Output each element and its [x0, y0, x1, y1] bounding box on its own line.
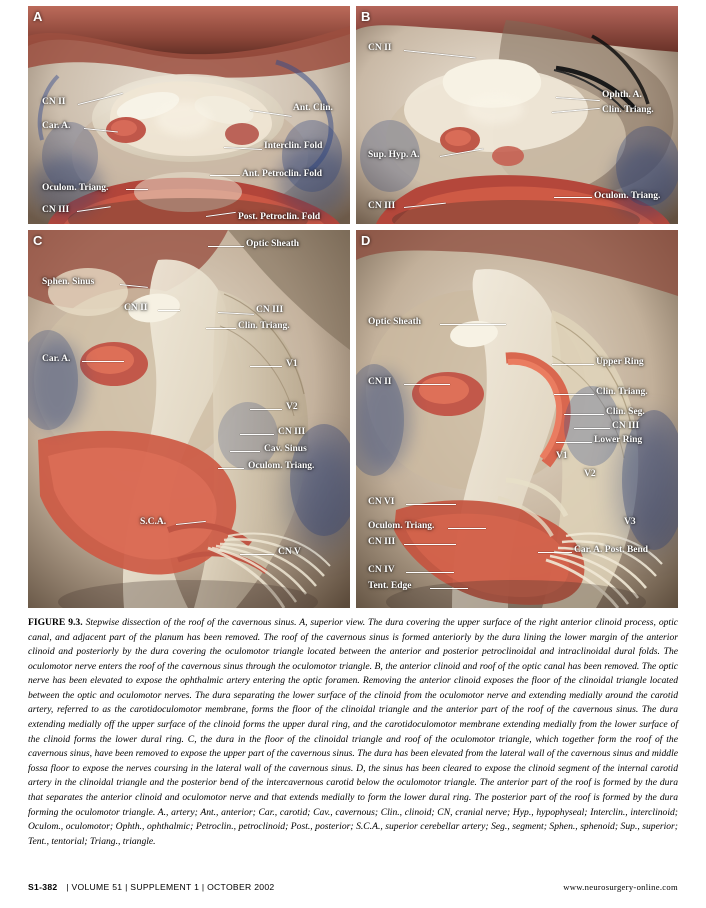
leader-line: [230, 451, 260, 452]
label-interclin-fold: Interclin. Fold: [264, 141, 323, 151]
label-clin-triang: Clin. Triang.: [596, 387, 648, 397]
figure-panel-d: [356, 230, 678, 608]
label-v3: V3: [624, 517, 636, 527]
leader-line: [554, 197, 592, 198]
footer-website: www.neurosurgery-online.com: [563, 882, 678, 892]
label-cn-iii: CN III: [256, 305, 284, 315]
figure-caption-text: Stepwise dissection of the roof of the cavernous sinus. A, superior view. The dura covering the upper surface of the right anterior clinoid process, optic canal, and adjacent part of the planum has been removed. The roof of the cavernous sinus is formed anteriorly by the dura lining the lower margin of the anterior clinoid and posteriorly by the dura covering the oculomotor triangle located between the anterior and posterior petroclinoidal and intraclinoidal dural folds. The oculomotor nerve enters the roof of the cavernous sinus through the oculomotor triangle. B, the anterior clinoid and roof of the optic canal has been removed. The optic nerve has been elevated to expose the ophthalmic artery entering the optic foramen. Removing the anterior clinoid exposes the floor of the clinoidal triangle located between the optic and oculomotor nerves. The dura separating the lower surface of the clinoid from the oculomotor nerve and extending medially around the carotid artery, referred to as the carotidoculomotor membrane, forms the floor of the clinoidal triangle and the anterior part of the roof of the cavernous sinus. The dura extending medially off the upper surface of the clinoid forms the upper dural ring, and the carotidoculomotor membrane extending medially from the lower surface of the clinoid forms the lower dural ring. C, the dura in the floor of the clinoidal triangle and roof of the oculomotor triangle, which together form the roof of the cavernous sinus, have been removed to expose the upper part of the cavernous sinus. The dura has been elevated from the lateral wall of the cavernous sinus and middle fossa floor to expose the nerves coursing in the lateral wall of the cavernous sinus. D, the sinus has been cleared to expose the clinoid segment of the internal carotid artery in the clinoidal triangle and the posterior bend of the intercavernous carotid below the oculomotor triangle. The anterior part of the roof is formed by the dura that separates the anterior clinoid and oculomotor nerve and that extends medially to form the lower dural ring. The posterior part of the roof is formed by the dura forming the oculomotor triangle. A., artery; Ant., anterior; Car., carotid; Cav., cavernous; Clin., clinoid; CN, cranial nerve; Hyp., hypophyseal; Interclin., interclinoid; Oculom., oculomotor; Ophth., ophthalmic; Petroclin., petroclinoid; Post., posterior; S.C.A., superior cerebellar artery; Seg., segment; Sphen., sphenoid; Sup., superior; Tent., tentorial; Triang., triangle.: [28, 617, 679, 847]
leader-line: [158, 310, 180, 311]
page-footer: [28, 882, 678, 892]
leader-line: [574, 428, 610, 429]
leader-line: [406, 572, 454, 573]
label-lower-ring: Lower Ring: [594, 435, 643, 445]
label-clin-triang: Clin. Triang.: [602, 105, 654, 115]
label-v2: V2: [286, 402, 298, 412]
figure-caption-number: FIGURE 9.3.: [28, 617, 83, 628]
label-sca: S.C.A.: [140, 517, 167, 527]
figure-grid: [28, 6, 678, 608]
leader-line: [440, 324, 506, 325]
label-ant-petroclin-fold: Ant. Petroclin. Fold: [242, 169, 323, 179]
label-cn-iv: CN IV: [368, 565, 395, 575]
label-oculom-triang: Oculom. Triang.: [42, 183, 109, 193]
panel-letter-a: A: [33, 9, 43, 24]
panel-row-bottom: [28, 230, 678, 608]
label-cn-iii-lower: CN III: [368, 537, 396, 547]
label-sphen-sinus: Sphen. Sinus: [42, 277, 95, 287]
leader-line: [250, 366, 282, 367]
label-v1: V1: [556, 451, 568, 461]
leader-line: [82, 361, 124, 362]
label-tent-edge: Tent. Edge: [368, 581, 412, 591]
label-cav-sinus: Cav. Sinus: [264, 444, 307, 454]
label-cn-iii: CN III: [612, 421, 640, 431]
panel-letter-b: B: [361, 9, 371, 24]
label-ant-clin: Ant. Clin.: [293, 103, 333, 113]
leader-line: [404, 384, 450, 385]
figure-panel-b: [356, 6, 678, 224]
label-cn-iii: CN III: [42, 205, 70, 215]
leader-line: [554, 394, 594, 395]
leader-line: [240, 434, 274, 435]
label-cn-v: CN V: [278, 547, 301, 557]
label-optic-sheath: Optic Sheath: [368, 317, 422, 327]
leader-line: [404, 544, 456, 545]
label-oculom-triang: Oculom. Triang.: [248, 461, 315, 471]
panel-letter-c: C: [33, 233, 43, 248]
label-v2: V2: [584, 469, 596, 479]
leader-line: [240, 554, 274, 555]
label-cn-ii: CN II: [124, 303, 148, 313]
label-ophth-a: Ophth. A.: [602, 90, 642, 100]
footer-left: [28, 882, 275, 892]
label-v1: V1: [286, 359, 298, 369]
leader-line: [206, 328, 236, 329]
figure-panel-c: [28, 230, 350, 608]
leader-line: [448, 528, 486, 529]
label-cn-ii: CN II: [368, 43, 392, 53]
leader-line: [406, 504, 456, 505]
volume-info: | VOLUME 51 | SUPPLEMENT 1 | OCTOBER 2002: [66, 882, 275, 892]
leader-line: [218, 468, 244, 469]
label-cn-iii: CN III: [368, 201, 396, 211]
figure-panel-a: [28, 6, 350, 224]
label-oculom-triang: Oculom. Triang.: [368, 521, 435, 531]
label-cn-ii: CN II: [42, 97, 66, 107]
page-number: S1-382: [28, 882, 58, 892]
leader-line: [564, 414, 604, 415]
figure-caption: [28, 616, 678, 849]
leader-line: [126, 189, 148, 190]
label-post-petroclin-fold: Post. Petroclin. Fold: [238, 212, 321, 222]
label-car-a: Car. A.: [42, 354, 71, 364]
label-upper-ring: Upper Ring: [596, 357, 644, 367]
label-car-a: Car. A.: [42, 121, 71, 131]
leader-line: [556, 442, 592, 443]
label-clin-triang: Clin. Triang.: [238, 321, 290, 331]
panel-row-top: [28, 6, 678, 224]
label-optic-sheath: Optic Sheath: [246, 239, 300, 249]
label-clin-seg: Clin. Seg.: [606, 407, 645, 417]
leader-line: [210, 175, 240, 176]
label-car-a-post-bend: Car. A. Post. Bend: [574, 545, 649, 555]
label-oculom-triang: Oculom. Triang.: [594, 191, 661, 201]
label-sup-hyp-a: Sup. Hyp. A.: [368, 150, 420, 160]
leader-line: [208, 246, 244, 247]
label-cn-vi: CN VI: [368, 497, 395, 507]
leader-line: [552, 364, 594, 365]
leader-line: [430, 588, 468, 589]
leader-line: [538, 552, 572, 553]
panel-letter-d: D: [361, 233, 371, 248]
leader-line: [250, 409, 282, 410]
label-cn-iii-lower: CN III: [278, 427, 306, 437]
label-cn-ii: CN II: [368, 377, 392, 387]
